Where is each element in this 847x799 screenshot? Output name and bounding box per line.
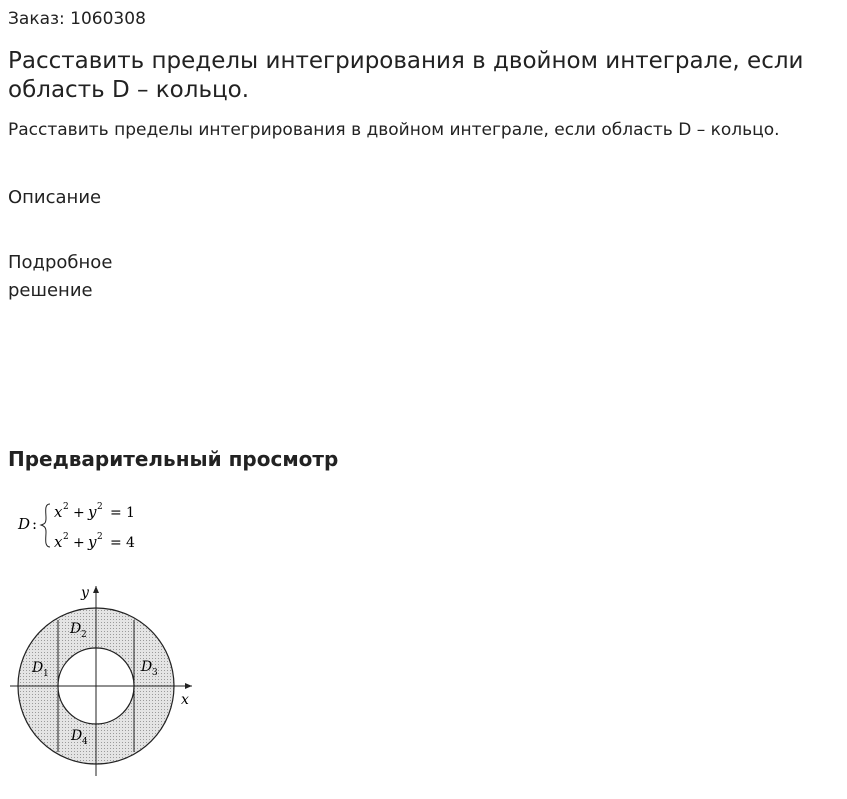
preview-heading: Предварительный просмотр bbox=[8, 447, 339, 471]
region-d2-label: D bbox=[70, 621, 82, 637]
description-label: Описание bbox=[8, 187, 102, 208]
y-axis-label: y bbox=[81, 585, 89, 601]
page-title: Расставить пределы интегрирования в двойном интеграле, если область D – кольцо. bbox=[8, 48, 804, 103]
region-d3-sub: 3 bbox=[152, 668, 158, 678]
formula-colon: : bbox=[32, 515, 38, 533]
order-number: Заказ: 1060308 bbox=[8, 9, 146, 29]
region-d4-label: D bbox=[71, 728, 83, 744]
x-axis-label: x bbox=[181, 692, 189, 708]
region-d4-sub: 4 bbox=[82, 737, 88, 747]
eq2-y: y bbox=[88, 533, 97, 551]
eq2-x-exp: 2 bbox=[63, 532, 69, 542]
region-d1-label: D bbox=[32, 660, 44, 676]
eq1-x-exp: 2 bbox=[63, 502, 69, 512]
ring-figure bbox=[8, 580, 208, 780]
region-d1-sub: 1 bbox=[43, 669, 49, 679]
eq1-plus: + bbox=[73, 505, 85, 521]
region-d3-label: D bbox=[141, 659, 153, 675]
eq2-equals: = bbox=[110, 535, 122, 551]
brace bbox=[41, 504, 50, 547]
eq1-rhs: 1 bbox=[126, 505, 135, 521]
detailed-solution-label: Подробное решение bbox=[8, 252, 113, 301]
eq1-equals: = bbox=[110, 505, 122, 521]
eq2-y-exp: 2 bbox=[97, 532, 103, 542]
x-axis-arrow bbox=[185, 683, 192, 689]
eq2-x: x bbox=[54, 533, 63, 551]
task-text: Расставить пределы интегрирования в двойном интеграле, если область D – кольцо. bbox=[8, 120, 780, 140]
eq2-plus: + bbox=[73, 535, 85, 551]
domain-formula bbox=[10, 492, 170, 562]
eq1-y-exp: 2 bbox=[97, 502, 103, 512]
eq2-rhs: 4 bbox=[126, 535, 135, 551]
y-axis-arrow bbox=[93, 586, 99, 593]
eq1-y: y bbox=[88, 503, 97, 521]
formula-domain: D bbox=[18, 515, 31, 533]
eq1-x: x bbox=[54, 503, 63, 521]
region-d2-sub: 2 bbox=[81, 630, 87, 640]
